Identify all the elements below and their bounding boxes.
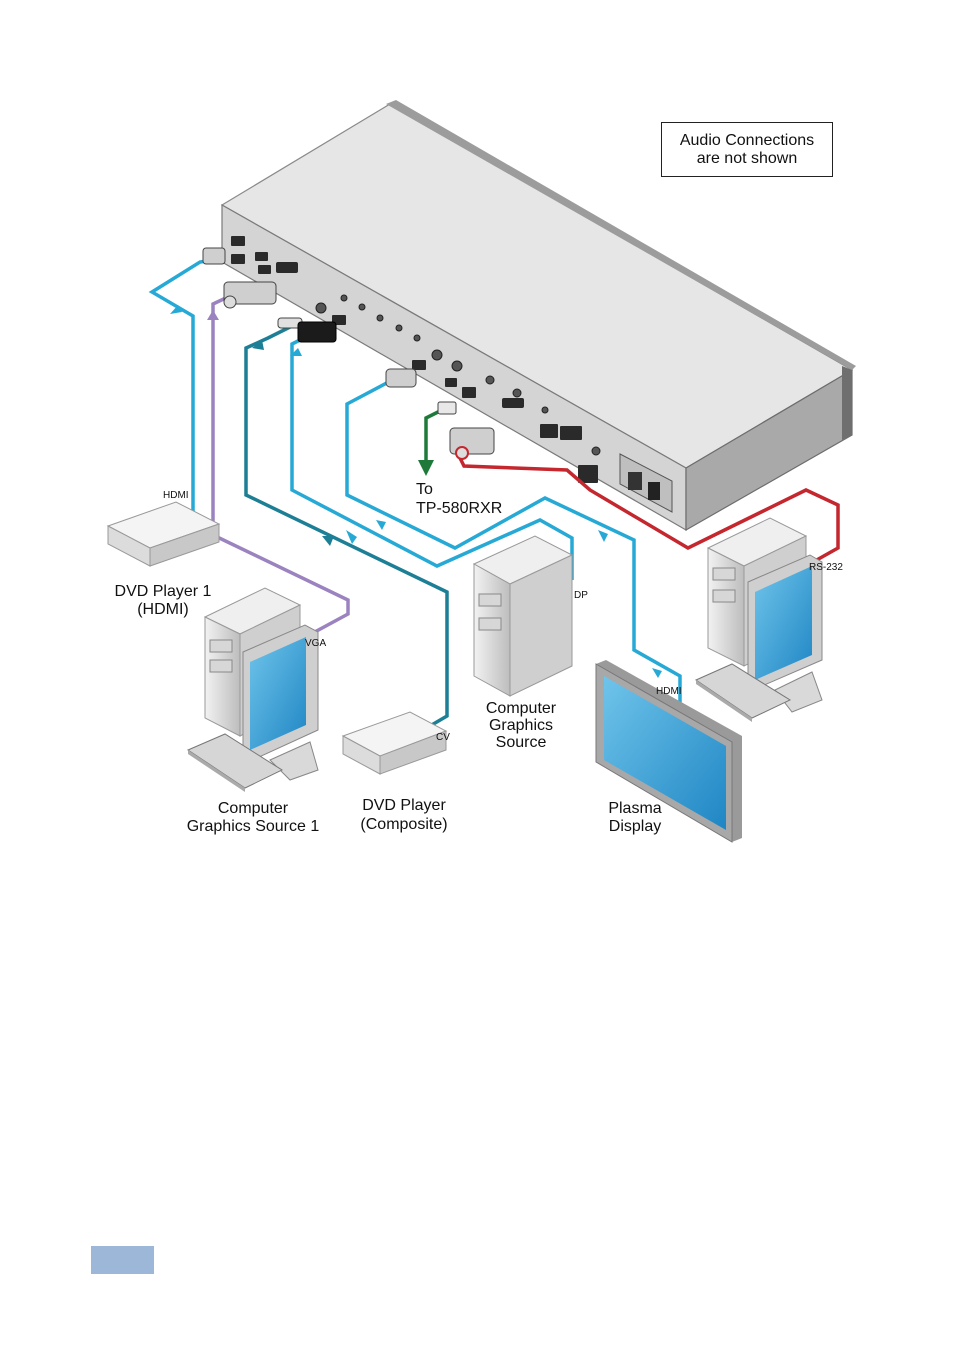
arrow-icon — [598, 530, 608, 542]
port-label-hdmi-dvd1: HDMI — [163, 490, 189, 501]
pc2-label-line2: Graphics — [488, 717, 554, 734]
arrow-icon — [346, 530, 357, 544]
audio-note-box — [661, 122, 833, 177]
port-label-cv: CV — [436, 732, 450, 743]
port-label-vga: VGA — [305, 638, 327, 649]
dvd1-label-line2: (HDMI) — [137, 601, 189, 618]
arrow-icon — [652, 668, 662, 678]
port-label-hdmi-plasma: HDMI — [656, 686, 682, 697]
computer-tower-icon — [474, 536, 572, 696]
pc1-label-line2: Graphics Source 1 — [186, 818, 320, 835]
audio-note-line2: are not shown — [696, 149, 798, 167]
receiver-label-line1: To — [416, 481, 433, 498]
page-number-tab — [91, 1246, 154, 1274]
dvd-player-icon — [108, 502, 219, 566]
vga-cable — [213, 296, 348, 640]
dvd2-label-line1: DVD Player — [362, 797, 446, 814]
plasma-label-line2: Display — [608, 818, 662, 835]
dvd1-label-line1: DVD Player 1 — [114, 583, 212, 600]
port-label-dp: DP — [574, 590, 588, 601]
arrow-icon — [322, 536, 334, 546]
pc2-label-line3: Source — [495, 734, 547, 751]
dvd2-label-line2: (Composite) — [360, 816, 448, 833]
arrow-icon — [376, 520, 386, 530]
receiver-label-line2: TP-580RXR — [416, 500, 503, 517]
audio-note-line1: Audio Connections — [679, 131, 815, 149]
hdmi-cable-dvd1 — [152, 260, 214, 518]
port-label-rs232: RS-232 — [809, 562, 843, 573]
plasma-label-line1: Plasma — [608, 800, 662, 817]
arrow-down-icon — [418, 460, 434, 476]
dvd-player-icon — [343, 712, 446, 774]
pc1-label-line1: Computer — [217, 800, 289, 817]
arrow-icon — [207, 310, 219, 320]
tp-cable — [426, 408, 446, 462]
pc2-label-line1: Computer — [485, 700, 557, 717]
